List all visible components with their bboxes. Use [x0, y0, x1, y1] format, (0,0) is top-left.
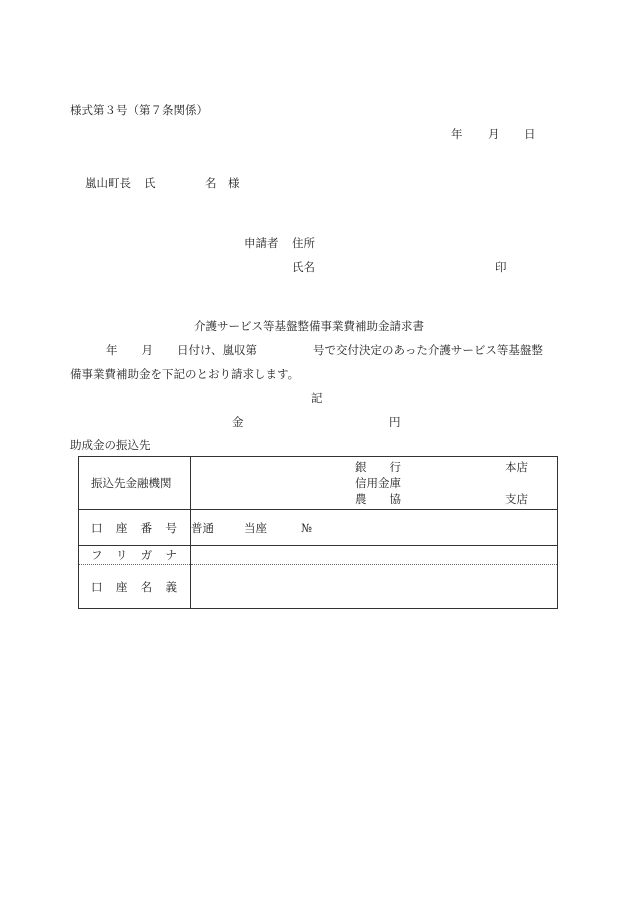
account-holder-label-cell — [79, 565, 191, 609]
addressee-mei: 名 — [205, 176, 217, 190]
document-title: 介護サービス等基盤整備事業費補助金請求書 — [194, 319, 424, 333]
institution-type-shinkin: 信用金庫 — [355, 476, 401, 490]
branch-type-branch: 支店 — [505, 492, 528, 506]
addressee-title: 嵐山町長 — [85, 176, 131, 190]
applicant-seal-mark: 印 — [495, 260, 507, 274]
account-number-value-cell[interactable] — [191, 510, 558, 546]
addressee-sama: 様 — [228, 176, 240, 190]
institution-label-cell — [79, 457, 191, 510]
furigana-label-cell — [79, 546, 191, 565]
bank-transfer-heading: 助成金の振込先 — [70, 438, 151, 452]
amount-suffix: 円 — [389, 415, 401, 429]
body-part1: 日付け、嵐収第 — [177, 343, 258, 357]
account-type-current: 当座 — [244, 520, 267, 535]
institution-type-bank: 銀 行 — [355, 460, 401, 474]
institution-type-nokyo: 農 協 — [355, 492, 401, 506]
body-month: 月 — [141, 343, 153, 357]
applicant-address-label: 住所 — [292, 236, 315, 250]
body-part2: 号で交付決定のあった介護サービス等基盤整 — [313, 343, 543, 357]
body-year: 年 — [106, 343, 118, 357]
table-row — [79, 510, 558, 546]
date-year-label: 年 — [451, 127, 463, 141]
table-row — [79, 565, 558, 609]
applicant-label: 申請者 — [244, 236, 279, 250]
applicant-name-label: 氏名 — [292, 260, 315, 274]
furigana-label: フ リ ガ ナ — [91, 548, 177, 562]
date-month-label: 月 — [488, 127, 500, 141]
account-number-label-cell — [79, 510, 191, 546]
table-row — [79, 546, 558, 565]
amount-prefix: 金 — [232, 415, 244, 429]
account-holder-value-cell[interactable] — [191, 565, 558, 609]
institution-label: 振込先金融機関 — [91, 476, 172, 490]
branch-type-main: 本店 — [505, 460, 528, 474]
table-row — [79, 457, 558, 510]
addressee-shi: 氏 — [144, 176, 156, 190]
account-holder-label: 口 座 名 義 — [91, 579, 177, 594]
furigana-value-cell[interactable] — [191, 546, 558, 565]
institution-value-cell[interactable] — [191, 457, 558, 510]
form-number: 様式第３号（第７条関係） — [70, 103, 208, 117]
body-text-line1 — [70, 343, 543, 357]
account-type-regular: 普通 — [191, 520, 214, 535]
account-no-label: № — [301, 520, 312, 535]
account-number-label: 口 座 番 号 — [91, 520, 177, 535]
ki-heading: 記 — [311, 391, 323, 405]
date-day-label: 日 — [524, 127, 536, 141]
bank-transfer-table — [78, 456, 558, 609]
body-text-line2: 備事業費補助金を下記のとおり請求します。 — [70, 367, 300, 381]
